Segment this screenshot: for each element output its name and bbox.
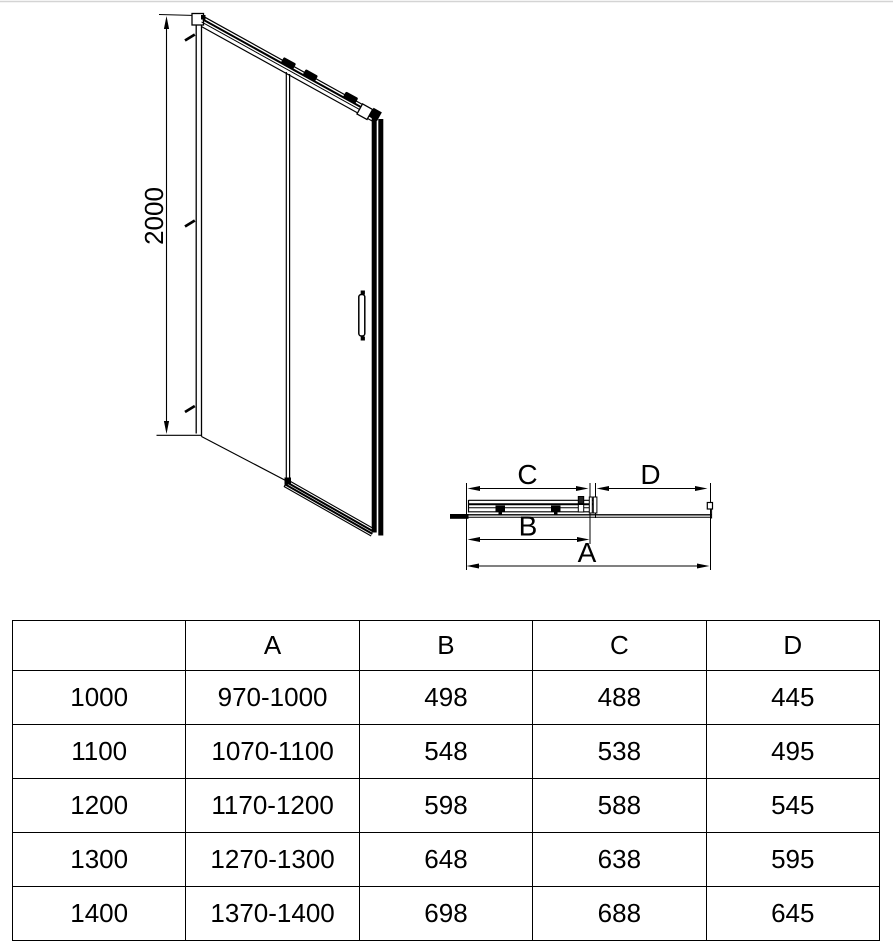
panel-end-cap [589,497,592,513]
table-cell: 698 [359,887,532,941]
table-cell: 688 [533,887,706,941]
table-cell: 970-1000 [186,671,359,725]
table-cell: 488 [533,671,706,725]
track-line [287,482,374,531]
table-cell: 495 [706,725,879,779]
wall-profile-stub [450,514,469,519]
bottom-track [202,437,376,537]
table-header-cell-size [13,621,186,671]
dim-c-label: C [517,459,538,490]
roller-clamp-icon [496,506,506,513]
arrow-left-icon [468,537,481,542]
track-line [285,485,372,534]
top-view-drawing [450,459,713,570]
table-cell: 645 [706,887,879,941]
glass-bottom-edge [202,437,288,482]
table-cell: 1270-1300 [186,833,359,887]
table-cell: 588 [533,779,706,833]
bracket-icon [578,497,583,504]
dimension-a [467,537,710,569]
arrow-up-icon [164,16,169,29]
height-dimension-label: 2000 [139,187,169,245]
table-cell: 638 [533,833,706,887]
table-header-cell-d: D [706,621,879,671]
table-row [13,671,880,725]
track-line [284,487,371,536]
table-cell: 1400 [13,887,186,941]
table-cell: 545 [706,779,879,833]
roller-clamp-icon [551,506,561,513]
arrow-right-icon [576,486,589,491]
table-cell: 1370-1400 [186,887,359,941]
table-row [13,887,880,941]
wall-bracket-icon [185,35,195,41]
wall-bracket-icon [185,221,195,227]
wall-profile-end [707,503,712,510]
dim-a-label: A [577,537,597,568]
table-cell: 1070-1100 [186,725,359,779]
arrow-right-icon [695,486,708,491]
table-row [13,779,880,833]
table-cell: 538 [533,725,706,779]
table-header-cell-a: A [186,621,359,671]
table-cell: 598 [359,779,532,833]
handle-cap [361,337,365,341]
dim-d-label: D [640,459,661,490]
top-track [199,14,382,124]
stile-bar [372,116,377,533]
handle-bar [359,295,365,337]
arrow-left-icon [467,564,480,569]
height-dimension [139,15,202,436]
left-wall-profile [185,14,206,437]
table-row [13,833,880,887]
arrow-left-icon [597,486,610,491]
table-cell: 1170-1200 [186,779,359,833]
size-table [12,620,880,941]
table-header-cell-c: C [533,621,706,671]
front-view-drawing [139,14,383,537]
track-line [201,26,372,121]
fixed-panel-edge [286,72,289,483]
table-cell: 1300 [13,833,186,887]
door-handle [359,291,365,341]
dim-b-label: B [518,510,538,542]
table-cell: 648 [359,833,532,887]
arrow-down-icon [164,421,169,434]
table-row [13,725,880,779]
arrow-right-icon [697,564,710,569]
extension-line-top [159,15,196,16]
table-cell: 548 [359,725,532,779]
table-header-row [13,621,880,671]
dimension-d [597,459,708,491]
stile-bar [378,119,383,536]
wall-bracket-icon [185,406,195,412]
arrow-left-icon [468,486,481,491]
table-header-cell-b: B [359,621,532,671]
table-cell: 1100 [13,725,186,779]
table-cell: 445 [706,671,879,725]
track-line [202,22,374,117]
panel-end-cap [593,497,597,513]
table-cell: 1000 [13,671,186,725]
bracket-icon [578,505,583,513]
table-cell: 498 [359,671,532,725]
table-cell: 595 [706,833,879,887]
door-stile [372,116,384,536]
track-line [288,480,375,529]
table-cell: 1200 [13,779,186,833]
dimension-c [468,459,589,491]
